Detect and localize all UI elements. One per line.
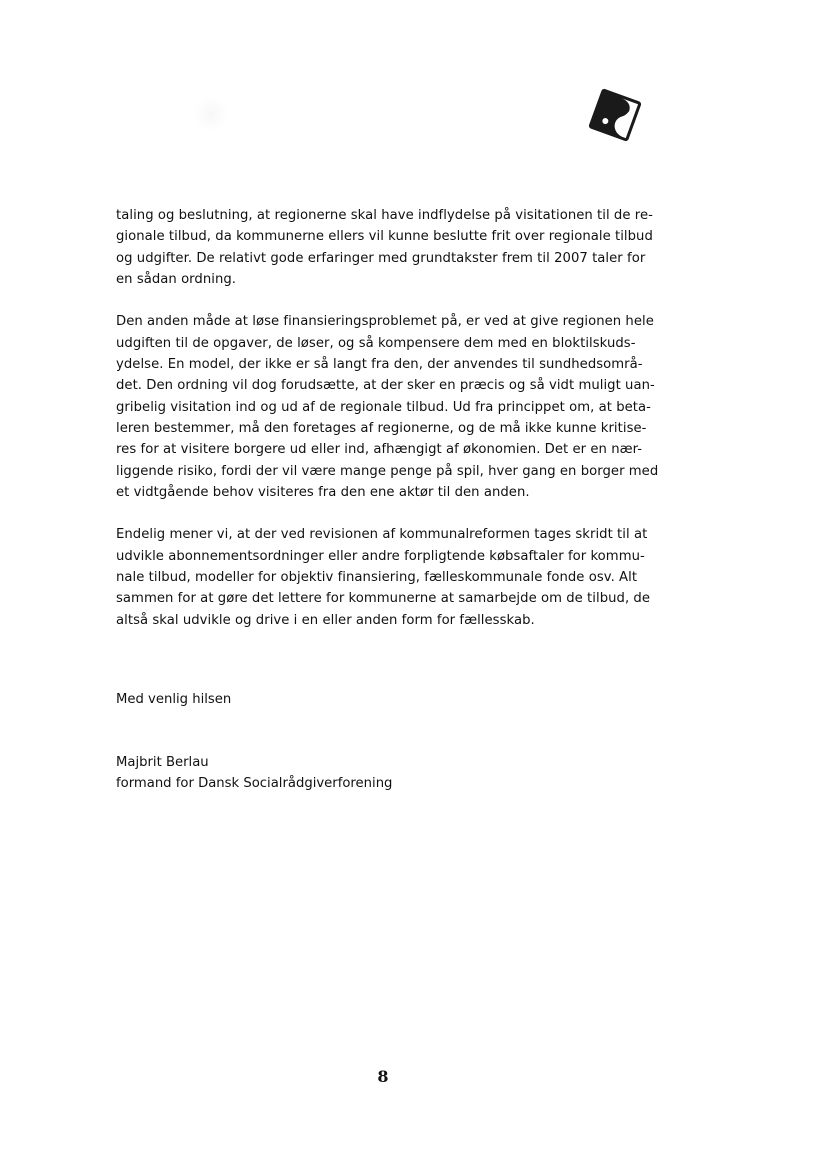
text-line: sammen for at gøre det lettere for kommunerne at samarbejde om de tilbud, de: [116, 591, 651, 607]
text-line: Endelig mener vi, at der ved revisionen af kommunalreformen tages skridt til at: [116, 527, 648, 543]
signature-block: [116, 752, 392, 795]
text-line: liggende risiko, fordi der vil være mange penge på spil, hver gang en borger med: [116, 463, 659, 479]
yin-yang-diamond-icon: [588, 88, 642, 142]
text-line: og udgifter. De relativt gode erfaringer med grundtakster frem til 2007 taler for: [116, 250, 646, 266]
text-line: gribelig visitation ind og ud af de regionale tilbud. Ud fra princippet om, at beta-: [116, 399, 651, 415]
signer-title: formand for Dansk Socialrådgiverforening: [116, 776, 393, 792]
text-line: nale tilbud, modeller for objektiv finansiering, fælleskommunale fonde osv. Alt: [116, 570, 638, 586]
text-line: leren bestemmer, må den foretages af regionerne, og de må ikke kunne kritise-: [116, 420, 647, 436]
text-line: en sådan ordning.: [116, 271, 237, 287]
paragraph-2: [116, 311, 676, 503]
text-line: taling og beslutning, at regionerne skal have indflydelse på visitationen til de re-: [116, 208, 653, 223]
faint-watermark: [193, 96, 229, 132]
paragraph-1: [116, 205, 676, 290]
text-line: altså skal udvikle og drive i en eller anden form for fællesskab.: [116, 612, 535, 628]
closing-greeting: Med venlig hilsen: [116, 692, 232, 707]
paragraph-3: [116, 524, 676, 630]
text-line: et vidtgående behov visiteres fra den ene aktør til den anden.: [116, 484, 530, 500]
text-line: ydelse. En model, der ikke er så langt fra den, der anvendes til sundhedsområ-: [116, 357, 643, 373]
text-line: udvikle abonnementsordninger eller andre forpligtende købsaftaler for kommu-: [116, 548, 645, 564]
text-line: gionale tilbud, da kommunerne ellers vil kunne beslutte frit over regionale tilbud: [116, 229, 653, 245]
page-number: 8: [377, 1067, 389, 1086]
signer-name: Majbrit Berlau: [116, 755, 209, 770]
text-line: Den anden måde at løse finansieringsproblemet på, er ved at give regionen hele: [116, 314, 654, 330]
text-line: udgiften til de opgaver, de løser, og så kompensere dem med en bloktilskuds-: [116, 335, 636, 351]
text-line: res for at visitere borgere ud eller ind, afhængigt af økonomien. Det er en nær-: [116, 442, 643, 458]
letter-body: [116, 205, 676, 652]
text-line: det. Den ordning vil dog forudsætte, at der sker en præcis og så vidt muligt uan-: [116, 378, 655, 394]
